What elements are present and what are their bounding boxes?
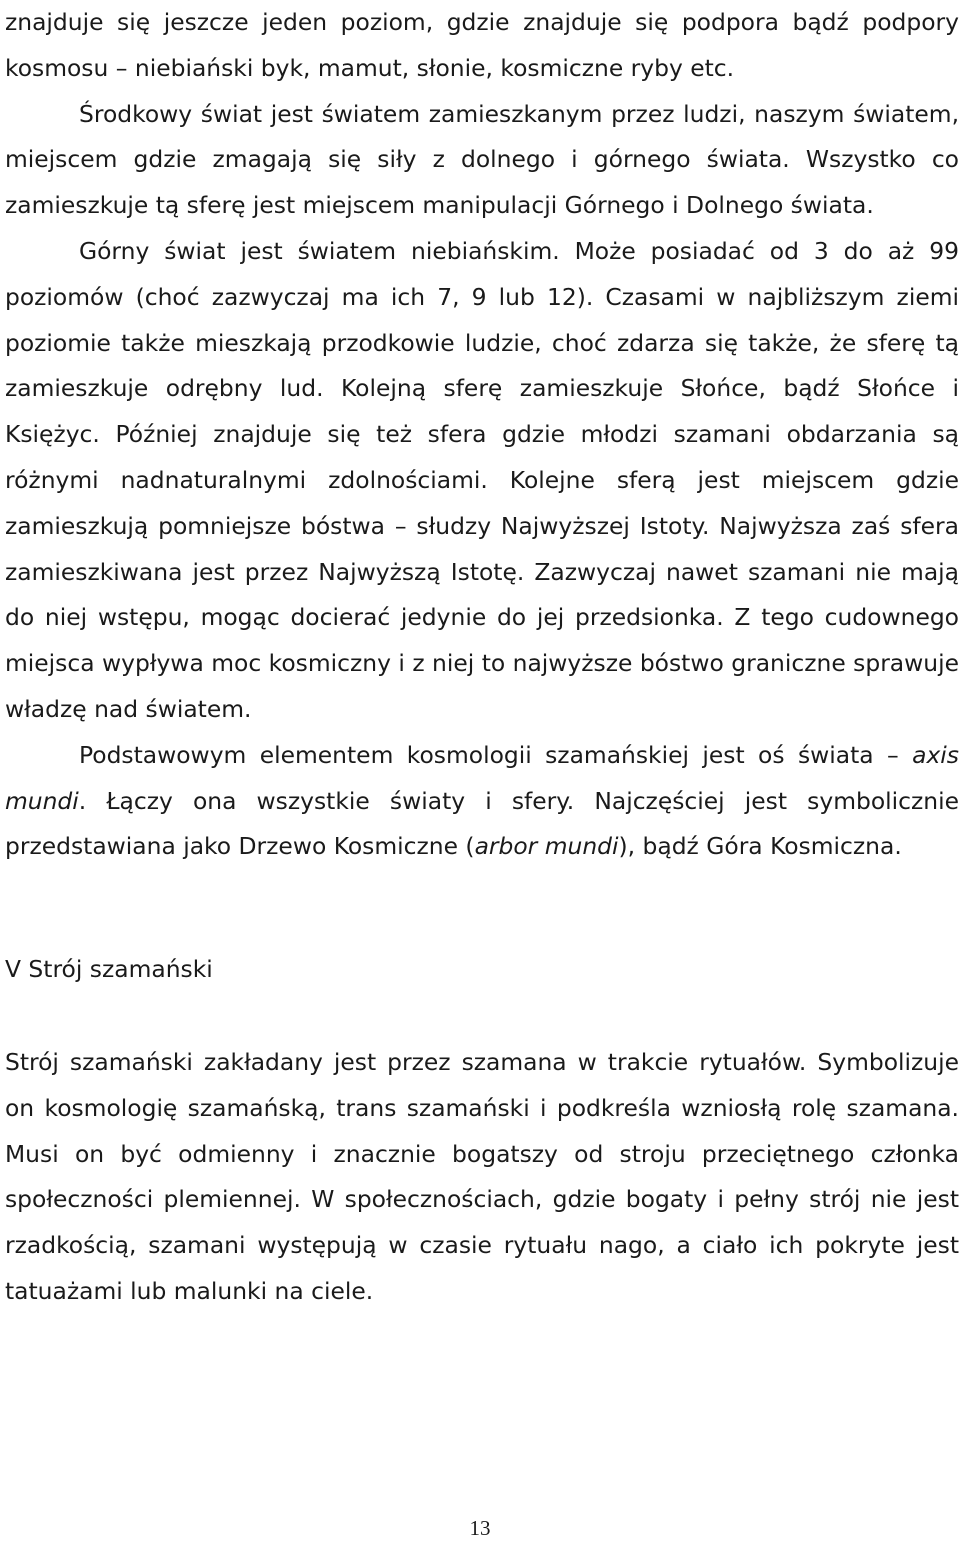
paragraph-shaman-costume: Strój szamański zakładany jest przez szamana w trakcie rytuałów. Symbolizuje on kosmologię szamańską, trans szamański i podkreśla wzniosłą rolę szamana. Musi on być odmienny i znacznie bogatszy od stroju przeciętnego członka społeczności plemiennej. W społecznościach, gdzie bogaty i pełny strój nie jest rzadkością, szamani występują w czasie rytuału nago, a ciało ich pokryte jest tatuażami lub malunki na ciele. — [5, 1047, 959, 1305]
paragraph-upper-world: Górny świat jest światem niebiańskim. Może posiadać od 3 do aż 99 poziomów (choć zazwyczaj ma ich 7, 9 lub 12). Czasami w najbliższym ziemi poziomie także mieszkają przodkowie ludzie, choć zdarza się także, że sferę tą zamieszkuje odrębny lud. Kolejną sferę zamieszkuje Słońce, bądź Słońce i Księżyc. Później znajduje się też sfera gdzie młodzi szamani obdarzania są różnymi nadnaturalnymi zdolnościami. Kolejne sferą jest miejscem gdzie zamieszkują pomniejsze bóstwa – słudzy Najwyższej Istoty. Najwyższa zaś sfera zamieszkiwana jest przez Najwyższą Istotę. Zazwyczaj nawet szamani nie mają do niej wstępu, mogąc docierać jedynie do jej przedsionka. Z tego cudownego miejsca wypływa moc kosmiczny i z niej to najwyższe bóstwo graniczne sprawuje władzę nad światem. — [5, 236, 959, 723]
axis-mundi-text-2: . Łączy ona wszystkie światy i sfery. Najczęściej jest symbolicznie przedstawiana jako Drzewo Kosmiczne ( — [5, 786, 959, 861]
section-gap — [5, 870, 959, 947]
axis-mundi-text-3: ), bądź Góra Kosmiczna. — [618, 832, 902, 861]
axis-mundi-text-1: Podstawowym elementem kosmologii szamańskiej jest oś świata – — [79, 740, 913, 769]
page-number: 13 — [469, 1516, 491, 1540]
axis-mundi-italic-term: axis mundi — [5, 740, 959, 815]
paragraph-middle-world: Środkowy świat jest światem zamieszkanym przez ludzi, naszym światem, miejscem gdzie zmagają się siły z dolnego i górnego świata. Wszystko co zamieszkuje tą sferę jest miejscem manipulacji Górnego i Dolnego świata. — [5, 99, 959, 220]
document-page — [5, 0, 959, 1315]
paragraph-axis-mundi — [5, 733, 959, 870]
paragraph-continuation: znajduje się jeszcze jeden poziom, gdzie znajduje się podpora bądź podpory kosmosu – niebiański byk, mamut, słonie, kosmiczne ryby etc. — [5, 8, 959, 82]
section-heading: V Strój szamański — [5, 955, 213, 984]
arbor-mundi-italic-term: arbor mundi — [474, 832, 619, 861]
heading-gap — [5, 993, 959, 1040]
